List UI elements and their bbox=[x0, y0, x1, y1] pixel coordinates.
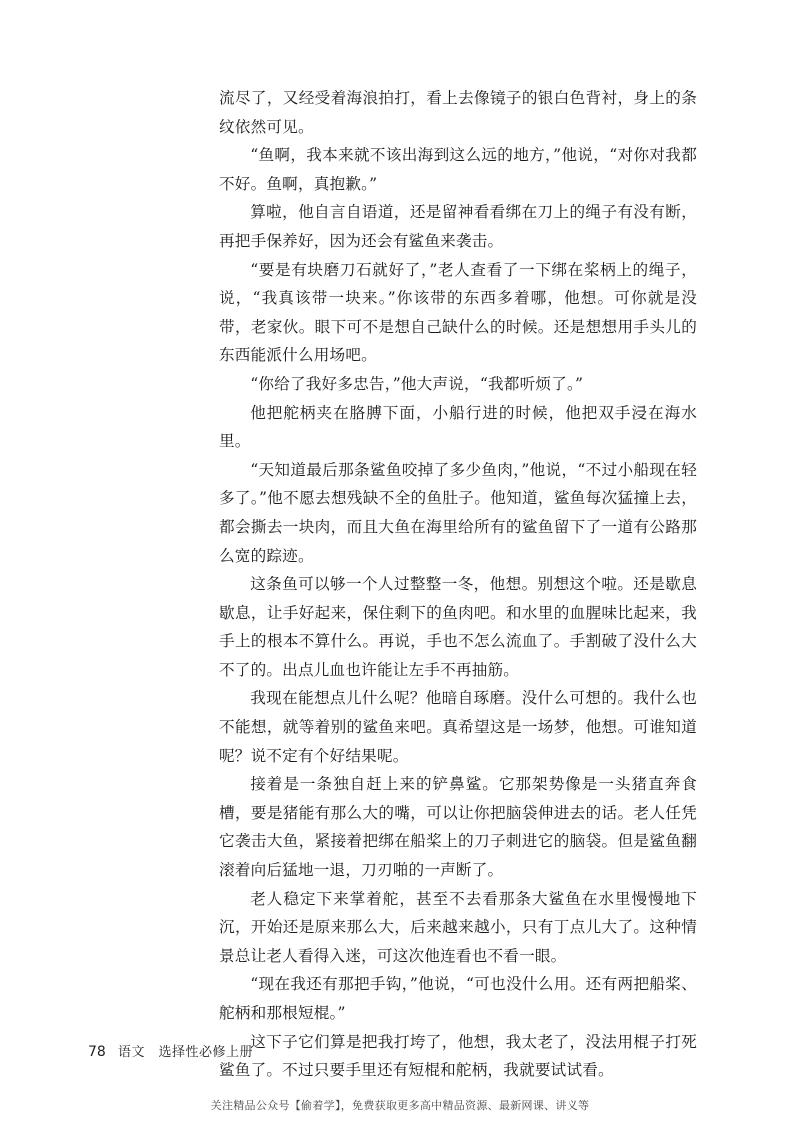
paragraph: “天知道最后那条鲨鱼咬掉了多少鱼肉，”他说，“不过小船现在轻多了。”他不愿去想残缺不全的鱼肚子。他知道，鲨鱼每次猛撞上去，都会撕去一块肉，而且大鱼在海里给所有的鲨鱼留下了一道有公路那么宽的踪迹。 bbox=[219, 460, 697, 565]
book-title: 语文 选择性必修上册 bbox=[117, 1045, 253, 1060]
page-footer bbox=[88, 1041, 253, 1060]
page-number: 78 bbox=[88, 1044, 106, 1060]
paragraph: 这条鱼可以够一个人过整整一冬，他想。别想这个啦。还是歇息歇息，让手好起来，保住剩下的鱼肉吧。和水里的血腥味比起来，我手上的根本不算什么。再说，手也不怎么流血了。手割破了没什么大不了的。出点儿血也许能让左手不再抽筋。 bbox=[219, 575, 697, 679]
watermark-text: 关注精品公众号【偷着学】，免费获取更多高中精品资源、最新网课、讲义等 bbox=[210, 1099, 590, 1112]
paragraph: “鱼啊，我本来就不该出海到这么远的地方，”他说，“对你对我都不好。鱼啊，真抱歉。” bbox=[219, 146, 697, 193]
paragraph: 这下子它们算是把我打垮了，他想，我太老了，没法用棍子打死鲨鱼了。不过只要手里还有短棍和舵柄，我就要试试看。 bbox=[219, 1032, 697, 1080]
paragraph: 流尽了，又经受着海浪拍打，看上去像镜子的银白色背衬，身上的条纹依然可见。 bbox=[219, 89, 697, 136]
paragraph: “要是有块磨刀石就好了，”老人查看了一下绑在桨柄上的绳子，说，“我真该带一块来。”你该带的东西多着哪，他想。可你就是没带，老家伙。眼下可不是想自己缺什么的时候。还是想想用手头儿的东西能派什么用场吧。 bbox=[219, 260, 697, 365]
body-text bbox=[219, 84, 697, 1085]
paragraph: 算啦，他自言自语道，还是留神看看绑在刀上的绳子有没有断，再把手保养好，因为还会有鲨鱼来袭击。 bbox=[219, 203, 697, 250]
paragraph: “你给了我好多忠告，”他大声说，“我都听烦了。” bbox=[250, 374, 584, 393]
paragraph: 他把舵柄夹在胳膊下面，小船行进的时候，他把双手浸在海水里。 bbox=[219, 403, 697, 451]
paragraph: 老人稳定下来掌着舵，甚至不去看那条大鲨鱼在水里慢慢地下沉，开始还是原来那么大，后来越来越小，只有丁点儿大了。这种情景总让老人看得入迷，可这次他连看也不看一眼。 bbox=[219, 889, 697, 965]
paragraph: 我现在能想点儿什么呢？他暗自琢磨。没什么可想的。我什么也不能想，就等着别的鲨鱼来吧。真希望这是一场梦，他想。可谁知道呢？说不定有个好结果呢。 bbox=[219, 689, 697, 765]
paragraph: “现在我还有那把手钩，”他说，“可也没什么用。还有两把船桨、舵柄和那根短棍。” bbox=[219, 975, 697, 1022]
paragraph: 接着是一条独自赶上来的铲鼻鲨。它那架势像是一头猪直奔食槽，要是猪能有那么大的嘴，可以让你把脑袋伸进去的话。老人任凭它袭击大鱼，紧接着把绑在船桨上的刀子刺进它的脑袋。但是鲨鱼翻滚着向后猛地一退，刀刃啪的一声断了。 bbox=[219, 775, 697, 880]
